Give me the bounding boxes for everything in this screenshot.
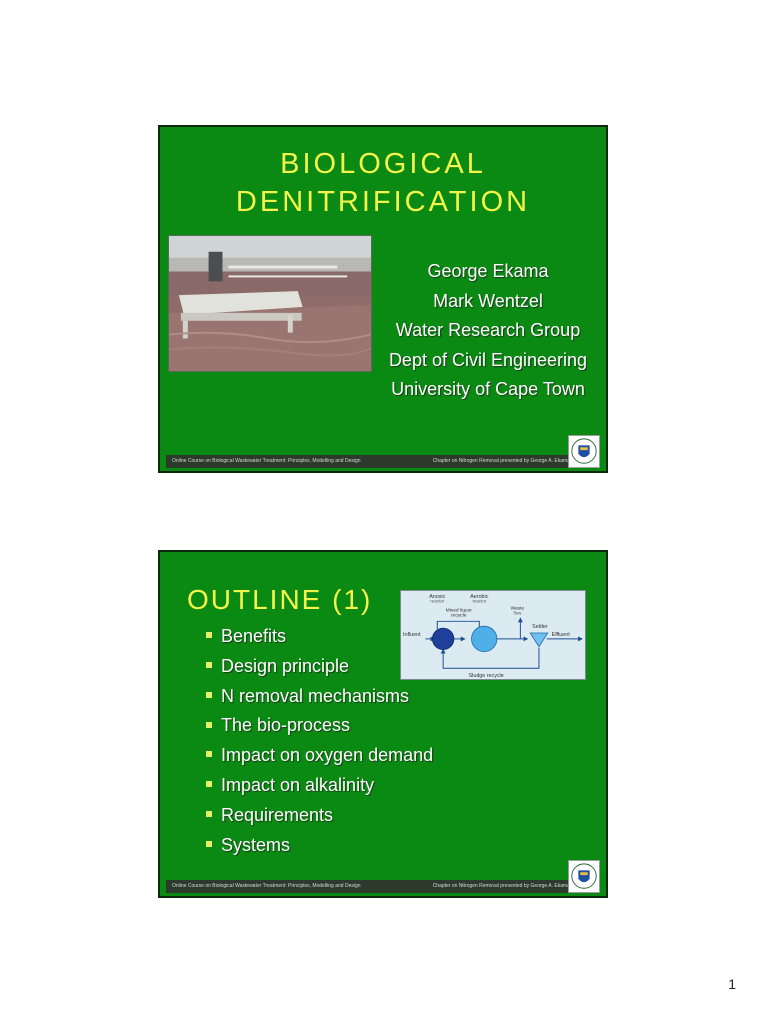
anoxic-reactor xyxy=(432,628,454,650)
process-flow-diagram xyxy=(400,590,586,680)
author-list xyxy=(370,257,606,405)
title-line-2: DENITRIFICATION xyxy=(235,186,531,218)
bullet-icon xyxy=(206,811,212,817)
list-item: Requirements xyxy=(206,801,433,831)
bullet-icon xyxy=(206,781,212,787)
waste-label: Waste xyxy=(510,606,525,612)
settler-label: Settler xyxy=(532,624,548,631)
university-crest-icon xyxy=(568,860,600,893)
bullet-icon xyxy=(206,692,212,698)
list-item: The bio-process xyxy=(206,711,433,741)
footer-course: Online Course on Biological Wastewater Treatment: Principles, Modelling and Design xyxy=(172,458,361,464)
aerobic-label: Aerobic xyxy=(470,593,489,600)
author-line: George Ekama xyxy=(427,261,549,281)
waste-label-sub: flow xyxy=(513,610,522,616)
author-line: Dept of Civil Engineering xyxy=(388,349,588,370)
aerobic-label-sub: reactor xyxy=(472,598,487,604)
mixed-liquor-label: Mixed liquor xyxy=(445,608,472,614)
list-item: Benefits xyxy=(206,622,433,652)
bullet-icon xyxy=(206,751,212,757)
page-number: 1 xyxy=(728,976,736,992)
slide-footer xyxy=(166,880,576,893)
list-item: Design principle xyxy=(206,652,433,682)
slide-title-heading xyxy=(160,145,606,221)
bullet-icon xyxy=(206,662,212,668)
author-line: University of Cape Town xyxy=(391,379,585,400)
slide-title xyxy=(158,125,608,473)
bullet-icon xyxy=(206,632,212,638)
sludge-recycle-label: Sludge recycle xyxy=(468,673,504,680)
title-line-1: BIOLOGICAL xyxy=(280,148,486,180)
aerobic-reactor xyxy=(471,626,496,651)
author-line: Water Research Group xyxy=(395,320,581,341)
footer-chapter: Chapter on Nitrogen Removal presented by George A. Ekama xyxy=(432,458,570,464)
list-item: Impact on oxygen demand xyxy=(206,741,433,771)
bullet-icon xyxy=(206,722,212,728)
mixed-liquor-label-sub: recycle xyxy=(451,613,467,619)
footer-course: Online Course on Biological Wastewater Treatment: Principles, Modelling and Design xyxy=(172,883,361,889)
slide-footer xyxy=(166,455,576,468)
list-item: Systems xyxy=(206,831,433,861)
list-item: Impact on alkalinity xyxy=(206,771,433,801)
university-crest-icon xyxy=(568,435,600,468)
list-item: N removal mechanisms xyxy=(206,682,433,712)
outline-heading: OUTLINE (1) xyxy=(187,584,373,615)
influent-label: Influent xyxy=(403,631,421,638)
effluent-label: Effluent xyxy=(551,631,570,638)
author-line: Mark Wentzel xyxy=(433,290,543,311)
anoxic-label-sub: reactor xyxy=(430,598,445,604)
settler-shape xyxy=(530,633,548,647)
slide-outline xyxy=(158,550,608,898)
treatment-plant-photo xyxy=(168,235,372,372)
footer-chapter: Chapter on Nitrogen Removal presented by George A. Ekama xyxy=(432,883,570,889)
bullet-icon xyxy=(206,841,212,847)
anoxic-label: Anoxic xyxy=(429,593,446,600)
